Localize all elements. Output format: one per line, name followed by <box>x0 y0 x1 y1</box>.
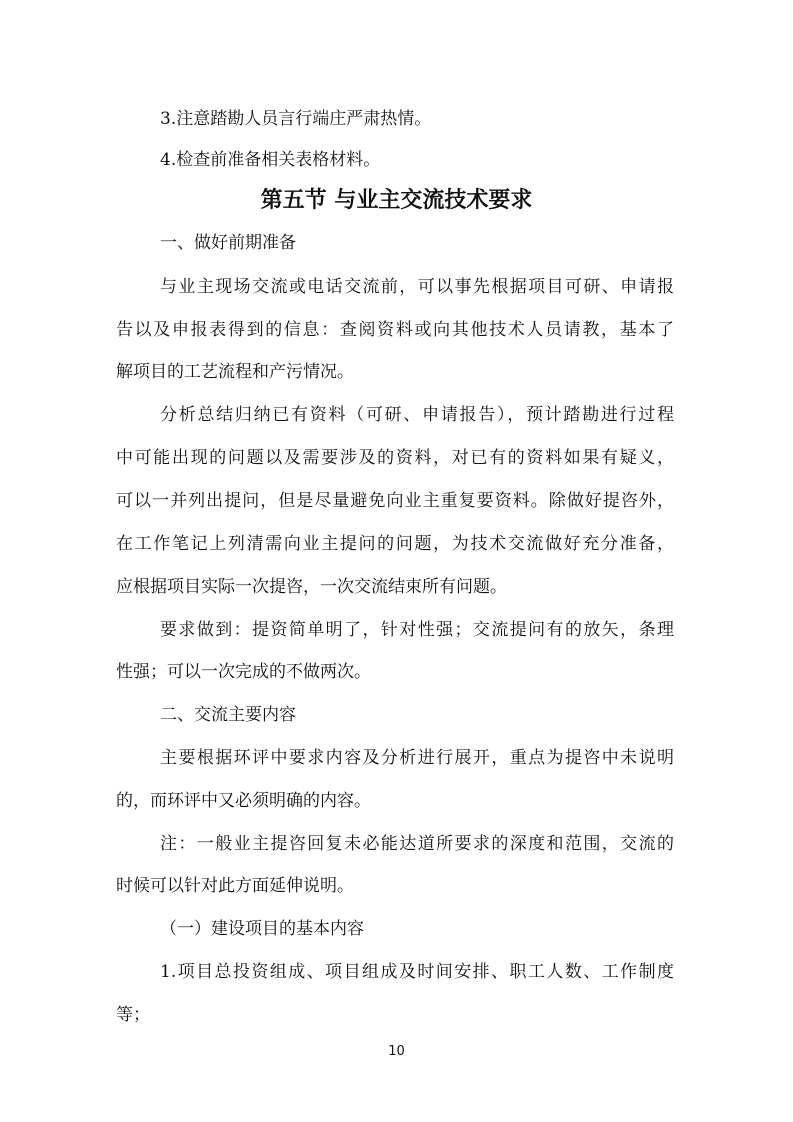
text-line: 要求做到：提资简单明了，针对性强；交流提问有的放矢，条理 <box>160 620 674 640</box>
text-line: 3.注意踏勘人员言行端庄严肃热情。 <box>160 109 432 129</box>
text-line: 分析总结归纳已有资料（可研、申请报告），预计踏勘进行过程 <box>160 405 674 425</box>
text-line: 等； <box>116 1005 150 1025</box>
subheading-basic-content: （一）建设项目的基本内容 <box>160 919 364 939</box>
text-line: 1.项目总投资组成、项目组成及时间安排、职工人数、工作制度 <box>160 962 674 982</box>
text-line: 告以及申报表得到的信息：查阅资料或向其他技术人员请教，基本了 <box>116 320 674 340</box>
text-line: 与业主现场交流或电话交流前，可以事先根据项目可研、申请报 <box>160 277 674 297</box>
text-line: 在工作笔记上列清需向业主提问的问题，为技术交流做好充分准备， <box>116 534 674 554</box>
text-line: 解项目的工艺流程和产污情况。 <box>116 362 354 382</box>
heading-prep: 一、做好前期准备 <box>160 233 296 253</box>
section-title: 第五节 与业主交流技术要求 <box>260 188 533 213</box>
text-line: 性强；可以一次完成的不做两次。 <box>116 662 371 682</box>
text-line: 主要根据环评中要求内容及分析进行展开，重点为提咨中未说明 <box>160 748 674 768</box>
text-line: 中可能出现的问题以及需要涉及的资料，对已有的资料如果有疑义， <box>116 448 674 468</box>
text-line: 注：一般业主提咨回复未必能达道所要求的深度和范围，交流的 <box>160 834 674 854</box>
heading-content: 二、交流主要内容 <box>160 705 296 725</box>
text-line: 可以一并列出提问，但是尽量避免向业主重复要资料。除做好提咨外， <box>116 491 674 511</box>
page-number: 10 <box>388 1044 405 1059</box>
text-line: 应根据项目实际一次提咨，一次交流结束所有问题。 <box>116 577 507 597</box>
text-line: 时候可以针对此方面延伸说明。 <box>116 876 354 896</box>
text-line: 4.检查前准备相关表格材料。 <box>160 150 381 170</box>
text-line: 的，而环评中又必须明确的内容。 <box>116 791 371 811</box>
